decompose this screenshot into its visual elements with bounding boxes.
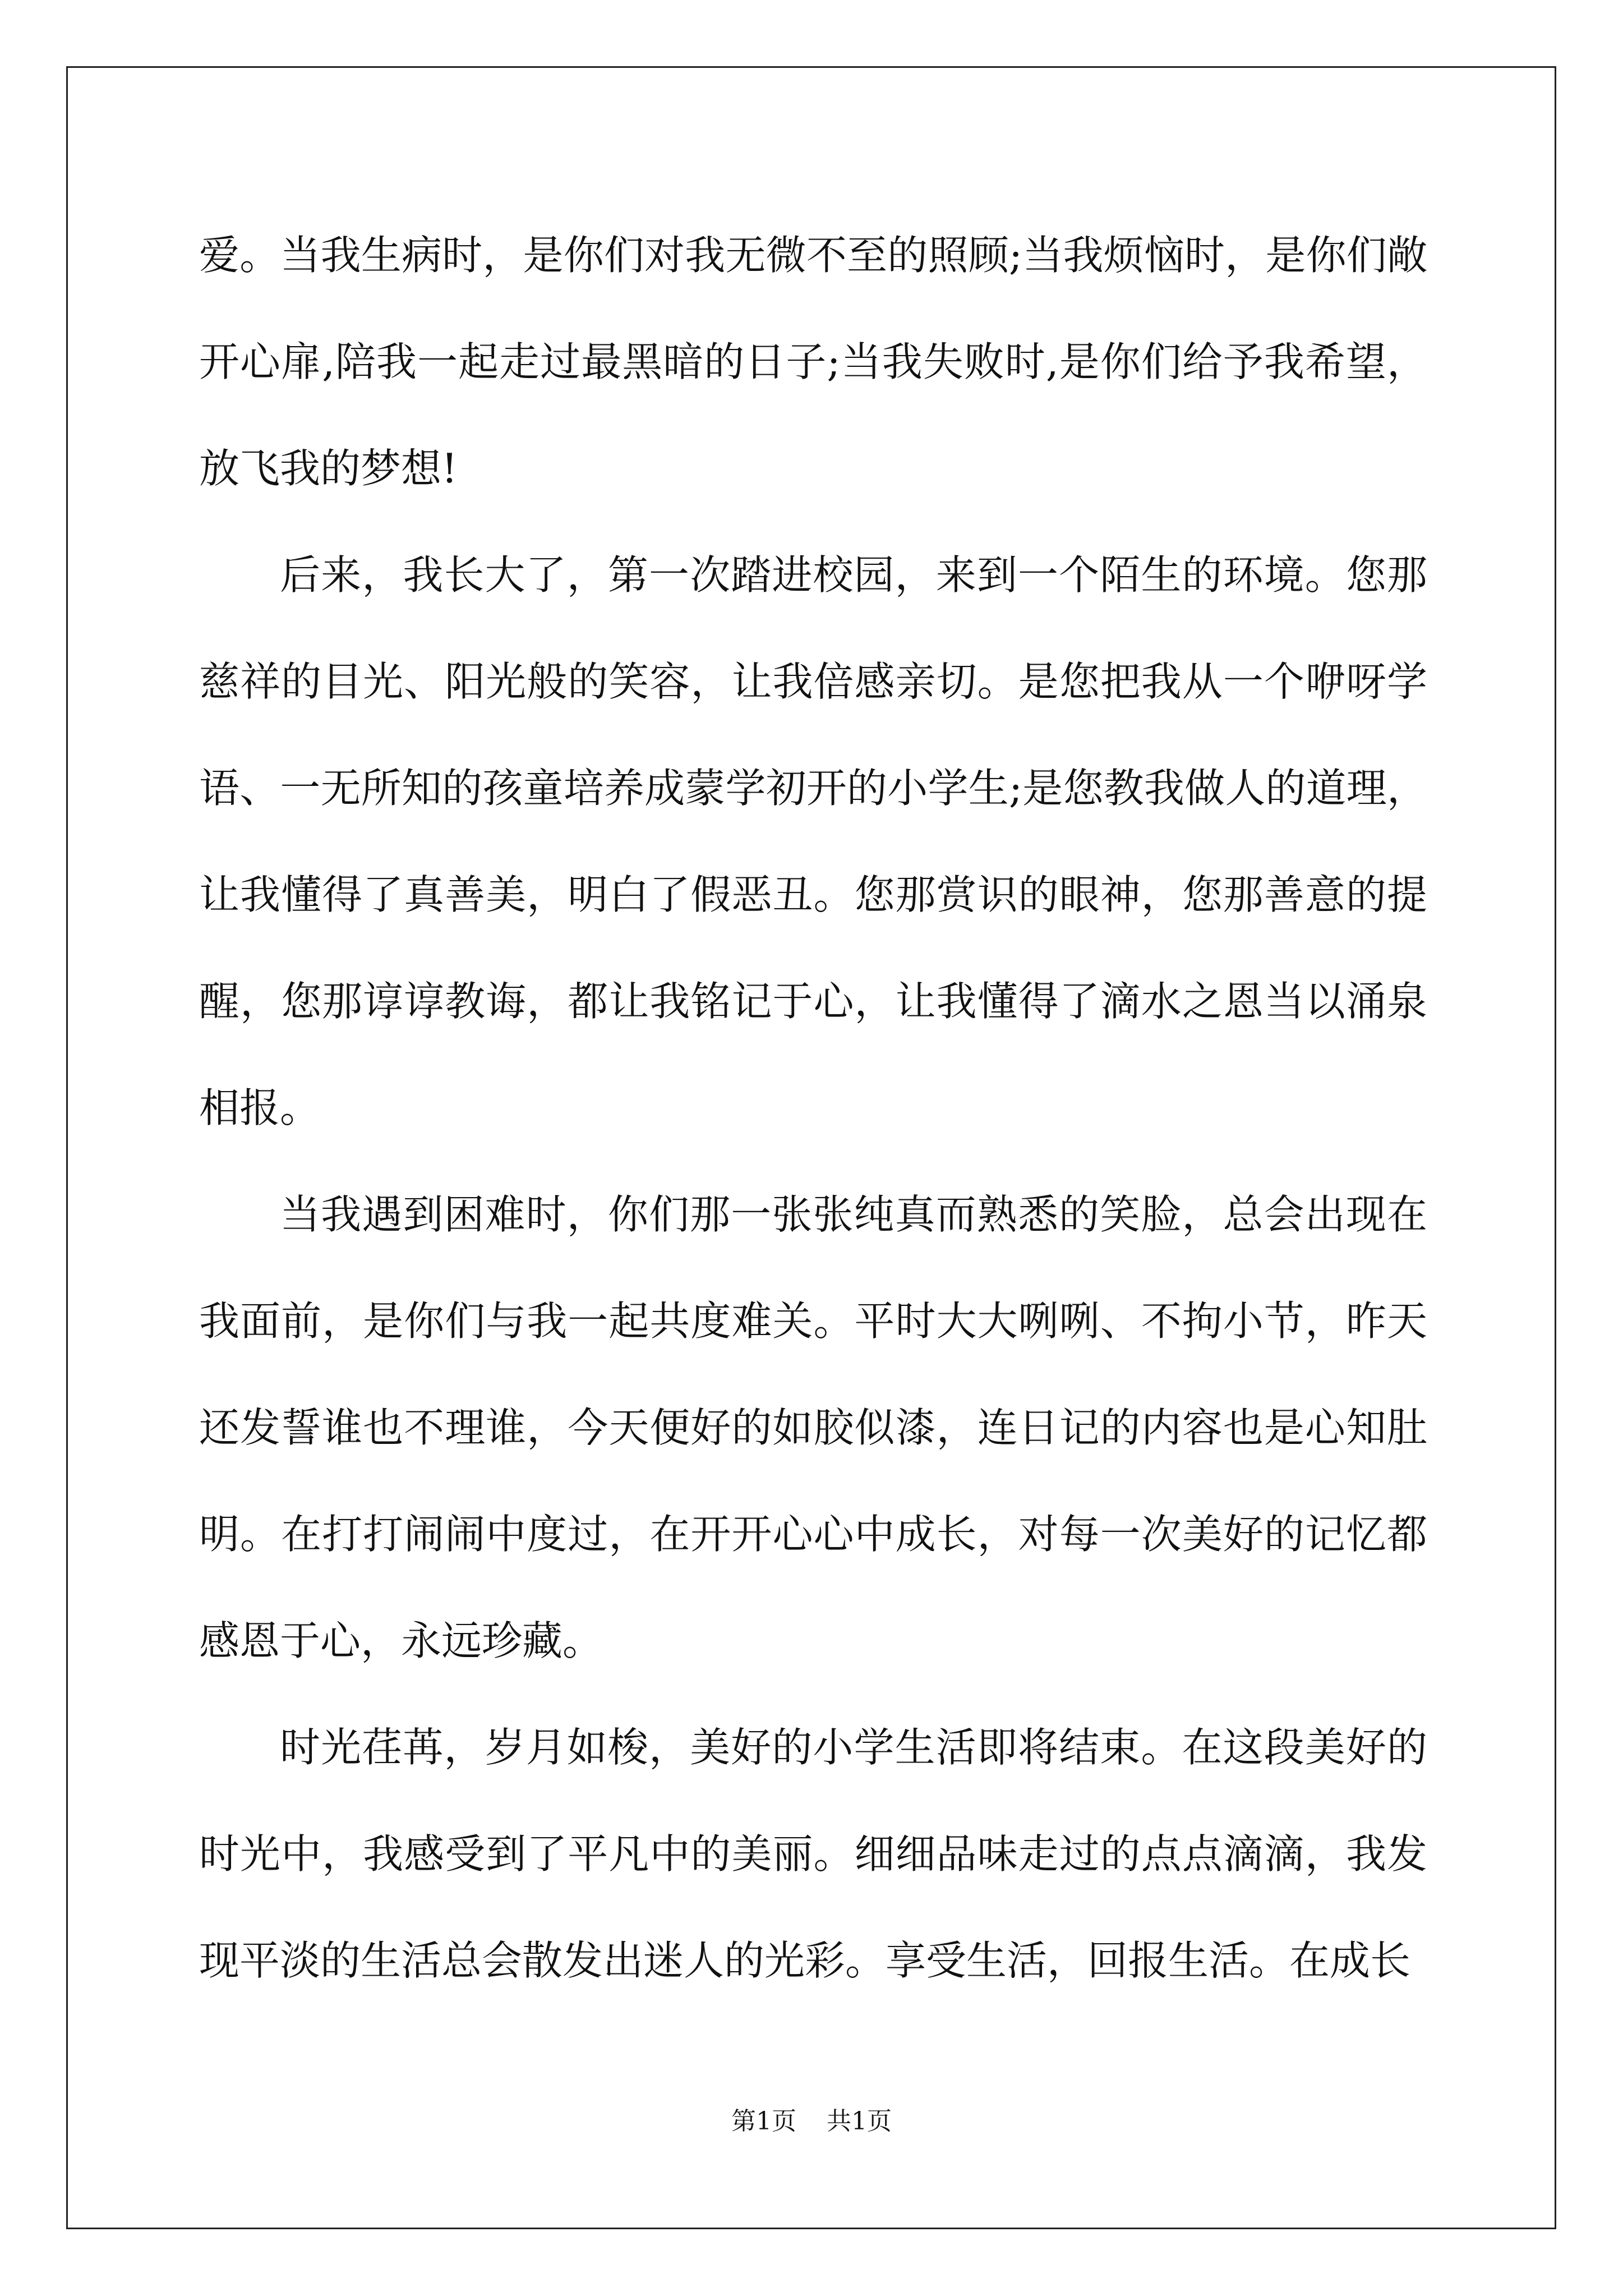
paragraph-4: 时光荏苒，岁月如梭，美好的小学生活即将结束。在这段美好的时光中，我感受到了平凡中的美丽。细细品味走过的点点滴滴，我发现平淡的生活总会散发出迷人的光彩。享受生活，回报生活。在成长 (199, 1724, 1427, 1984)
document-body (199, 202, 1427, 2014)
page-footer (0, 2101, 1623, 2137)
page-number: 第1页 (731, 2107, 796, 2136)
paragraph-1: 爱。当我生病时，是你们对我无微不至的照顾;当我烦恼时，是你们敞开心扉,陪我一起走过最黑暗的日子;当我失败时,是你们给予我希望，放飞我的梦想! (199, 232, 1427, 492)
paragraph-2: 后来，我长大了，第一次踏进校园，来到一个陌生的环境。您那慈祥的目光、阳光般的笑容，让我倍感亲切。是您把我从一个咿呀学语、一无所知的孩童培养成蒙学初开的小学生;是您教我做人的道理，让我懂得了真善美，明白了假恶丑。您那赏识的眼神，您那善意的提醒，您那谆谆教诲，都让我铭记于心，让我懂得了滴水之恩当以涌泉相报。 (199, 551, 1427, 1131)
total-pages: 共1页 (827, 2107, 892, 2136)
paragraph-3: 当我遇到困难时，你们那一张张纯真而熟悉的笑脸，总会出现在我面前，是你们与我一起共度难关。平时大大咧咧、不拘小节，昨天还发誓谁也不理谁，今天便好的如胶似漆，连日记的内容也是心知肚明。在打打闹闹中度过，在开开心心中成长，对每一次美好的记忆都感恩于心，永远珍藏。 (199, 1191, 1427, 1664)
